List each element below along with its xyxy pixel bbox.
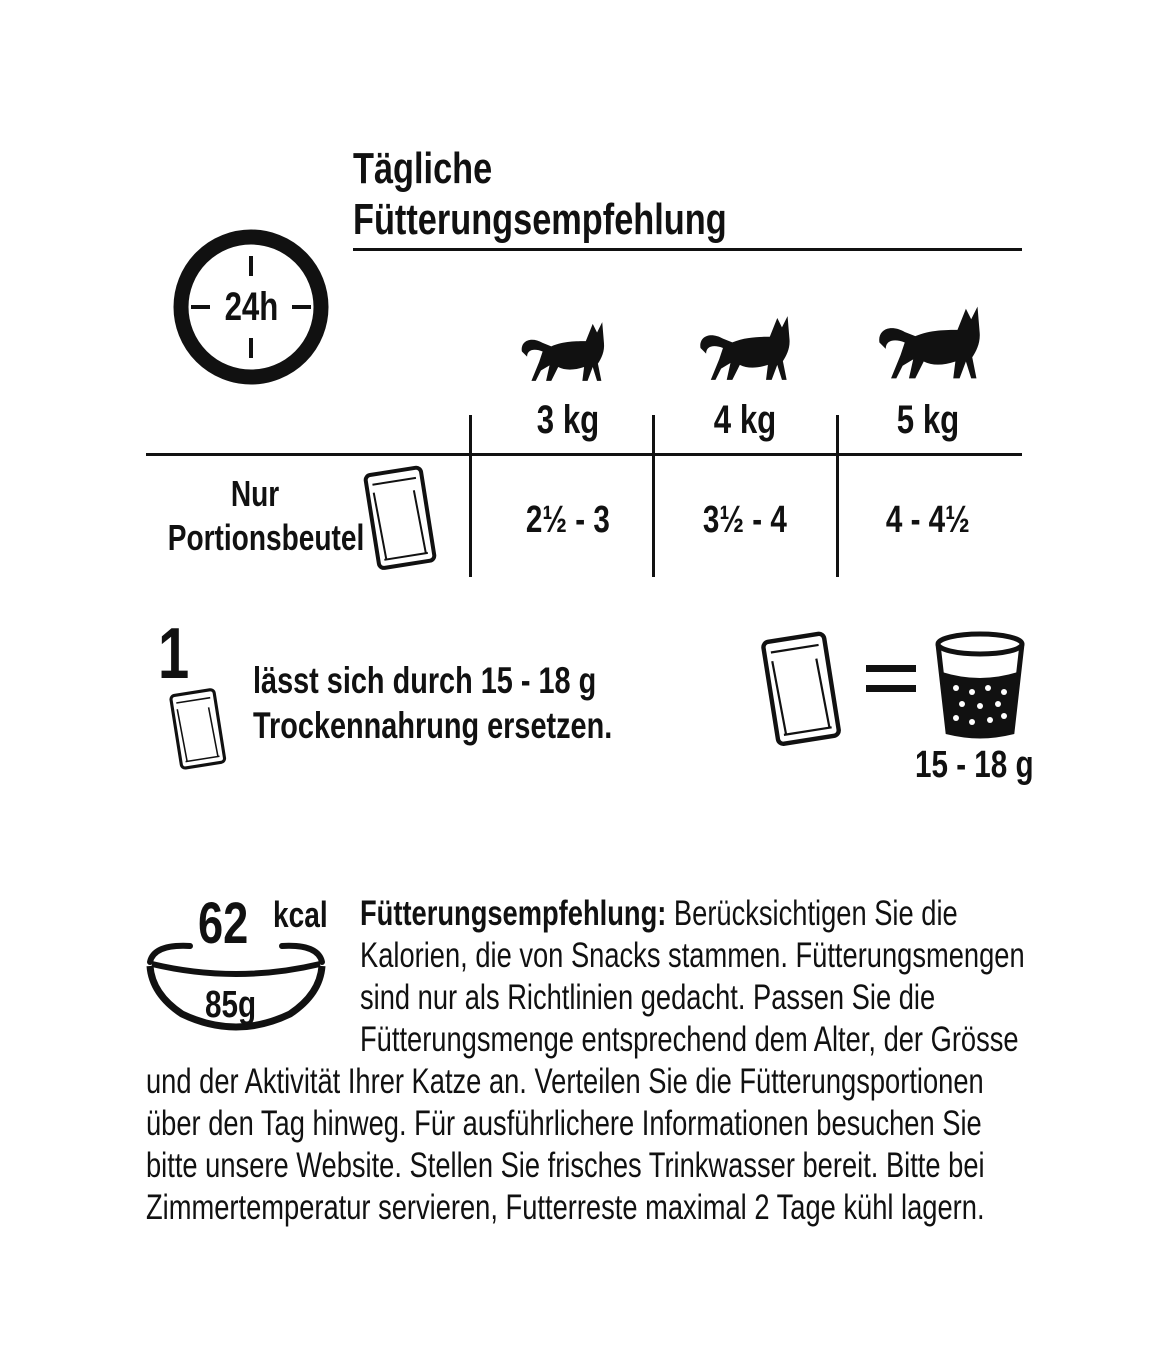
description-line-4 <box>360 1019 1170 1061</box>
net-weight <box>205 983 270 1027</box>
substitution-line-2: Trockennahrung ersetzen. <box>253 705 613 746</box>
pouch-count-value: 1 <box>158 614 190 694</box>
clock-label: 24h <box>224 285 278 329</box>
description-line-6-text: über den Tag hinweg. Für ausführlichere Informationen besuchen Sie <box>146 1104 982 1143</box>
description-line-2 <box>360 935 1170 977</box>
table-divider <box>146 453 1022 456</box>
table-column-separator <box>469 415 472 577</box>
table-cell <box>483 498 653 542</box>
description-line-2-text: Kalorien, die von Snacks stammen. Fütterungsmengen <box>360 936 1025 975</box>
equals-icon <box>866 665 916 705</box>
cat-4kg-icon <box>693 307 796 389</box>
title-line-2: Fütterungsempfehlung <box>353 195 727 244</box>
title-underline <box>353 248 1022 251</box>
table-cell <box>843 498 1013 542</box>
cup-amount <box>915 743 1067 787</box>
cup-with-kibble-icon <box>932 630 1028 740</box>
column-header-3kg <box>493 398 643 442</box>
column-header-4kg-label: 4 kg <box>713 398 777 442</box>
description-line-3-text: sind nur als Richtlinien gedacht. Passen Sie die <box>360 978 936 1017</box>
description-line-4-text: Fütterungsmenge entsprechend dem Alter, der Grösse <box>360 1020 1019 1059</box>
table-column-separator <box>652 415 655 577</box>
description-line-1-text: Berücksichtigen Sie die <box>666 894 958 933</box>
substitution-line-1: lässt sich durch 15 - 18 g <box>253 660 597 701</box>
kcal-value <box>198 891 263 957</box>
large-pouch-icon <box>755 628 845 750</box>
description-line-7 <box>146 1145 1170 1187</box>
kcal-unit <box>273 893 343 937</box>
pouch-count <box>158 614 198 694</box>
table-cell-value: 4 - 4½ <box>885 499 971 541</box>
table-column-separator <box>836 415 839 577</box>
title-line-1: Tägliche <box>353 144 493 193</box>
net-weight-text: 85g <box>205 984 257 1026</box>
column-header-5kg-label: 5 kg <box>896 398 960 442</box>
description-line-3 <box>360 977 1097 1019</box>
table-cell <box>660 498 830 542</box>
column-header-5kg <box>853 398 1003 442</box>
description-line-8-text: Zimmertemperatur servieren, Futterreste maximal 2 Tage kühl lagern. <box>146 1188 985 1227</box>
pouch-icon <box>358 463 440 573</box>
cat-3kg-icon <box>515 314 610 389</box>
cup-amount-value: 15 - 18 g <box>915 744 1034 786</box>
description-line-5-text: und der Aktivität Ihrer Katze an. Verteilen Sie die Fütterungsportionen <box>146 1062 984 1101</box>
row-label <box>140 472 370 560</box>
clock-24h-icon <box>172 228 330 386</box>
description-line-6 <box>146 1103 1170 1145</box>
row-label-line-1: Nur <box>230 473 280 514</box>
table-cell-value: 3½ - 4 <box>702 499 788 541</box>
description-line-8 <box>146 1187 1170 1229</box>
table-cell-value: 2½ - 3 <box>525 499 611 541</box>
cat-5kg-icon <box>871 296 987 389</box>
kcal-unit-text: kcal <box>273 894 328 935</box>
description-heading: Fütterungsempfehlung: <box>360 894 667 933</box>
description-line-5 <box>146 1061 1170 1103</box>
row-label-line-2: Portionsbeutel <box>167 517 365 558</box>
page-title <box>353 143 832 245</box>
substitution-text <box>253 658 714 748</box>
kcal-value-text: 62 <box>198 891 249 956</box>
column-header-3kg-label: 3 kg <box>536 398 600 442</box>
small-pouch-icon <box>165 686 229 772</box>
feeding-description <box>360 893 1126 935</box>
description-line-1 <box>360 893 958 935</box>
description-line-7-text: bitte unsere Website. Stellen Sie frisches Trinkwasser bereit. Bitte bei <box>146 1146 985 1185</box>
column-header-4kg <box>670 398 820 442</box>
